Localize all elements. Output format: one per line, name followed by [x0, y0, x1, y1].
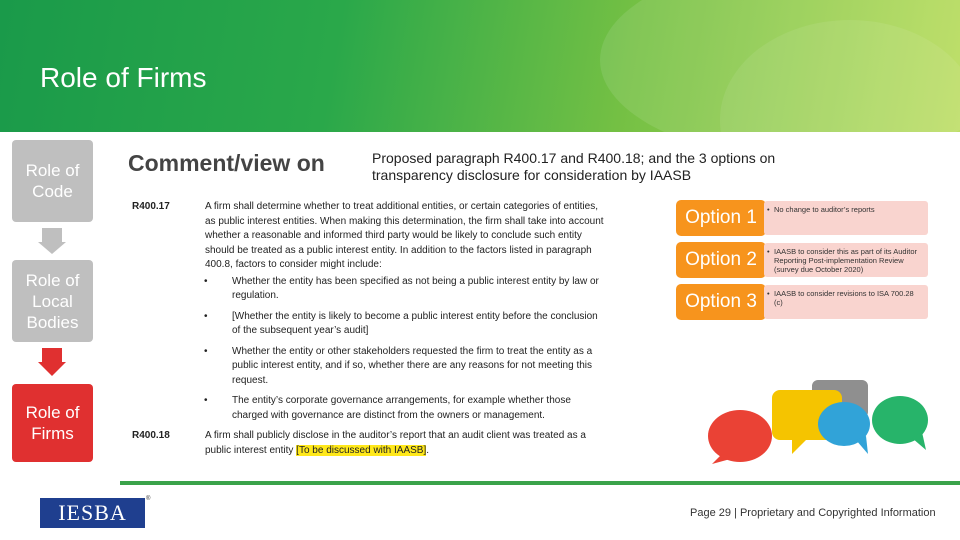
- down-arrow-icon: [42, 228, 62, 254]
- paragraph-number: R400.17: [132, 201, 170, 212]
- footer-divider: [120, 481, 960, 485]
- paragraph-r400-17: [128, 200, 608, 273]
- option-1-description: • No change to auditor’s reports: [764, 201, 928, 235]
- list-item: • [Whether the entity is likely to become a public interest entity before the conclusion of the subsequent year’s audit]: [232, 310, 608, 339]
- options-panel: [676, 200, 932, 326]
- paragraph-r400-18: [128, 429, 608, 458]
- highlighted-note: [To be discussed with IAASB]: [296, 444, 427, 456]
- nav-role-of-firms[interactable]: Role of Firms: [12, 384, 93, 462]
- down-arrow-icon-active: [42, 348, 62, 376]
- option-3-button[interactable]: Option 3: [676, 284, 766, 320]
- document-excerpt: [128, 200, 608, 458]
- header-banner: [0, 0, 960, 132]
- nav-role-of-code[interactable]: Role of Code: [12, 140, 93, 222]
- list-item: • Whether the entity or other stakeholders requested the firm to treat the entity as a public interest entity, and if so, whether there are any reasons for not meeting this request.: [232, 345, 608, 389]
- paragraph-end: .: [426, 444, 430, 456]
- option-2-button[interactable]: Option 2: [676, 242, 766, 278]
- option-1-button[interactable]: Option 1: [676, 200, 766, 236]
- comment-heading: Comment/view on: [128, 150, 325, 176]
- paragraph-number: R400.18: [132, 430, 170, 441]
- paragraph-text: A firm shall determine whether to treat additional entities, or certain categories of entities, as public interest entities. When making this determination, the firm shall take into account whether a reasonable and informed third party would be likely to conclude such entity should be treated as a public interest entity. In addition to the factors listed in paragraph 400.8, factors to consider might include:: [205, 201, 604, 270]
- list-item: • The entity’s corporate governance arrangements, for example whether those charged with governance are distinct from the owners or management.: [232, 394, 608, 423]
- comment-subtitle: Proposed paragraph R400.17 and R400.18; and the 3 options on transparency disclosure for consideration by IAASB: [372, 150, 776, 183]
- iesba-logo: IESBA: [40, 498, 145, 528]
- list-item: • Whether the entity has been specified as not being a public interest entity by law or regulation.: [232, 275, 608, 304]
- option-2-description: • IAASB to consider this as part of its Auditor Reporting Post-implementation Review (survey due October 2020): [764, 243, 928, 277]
- nav-role-of-local-bodies[interactable]: Role of Local Bodies: [12, 260, 93, 342]
- footer-page-info: Page 29 | Proprietary and Copyrighted Information: [690, 507, 936, 519]
- option-1: [676, 200, 932, 236]
- option-2: [676, 242, 932, 278]
- page-title: Role of Firms: [40, 62, 207, 93]
- option-3-description: • IAASB to consider revisions to ISA 700.28 (c): [764, 285, 928, 319]
- trademark-mark: ®: [146, 496, 151, 502]
- speech-bubbles-icon: [706, 380, 932, 464]
- bullet-list: [128, 275, 608, 424]
- option-3: [676, 284, 932, 320]
- paragraph-text: A firm shall publicly disclose in the auditor’s report that an audit client was treated as a public interest entity: [205, 430, 586, 456]
